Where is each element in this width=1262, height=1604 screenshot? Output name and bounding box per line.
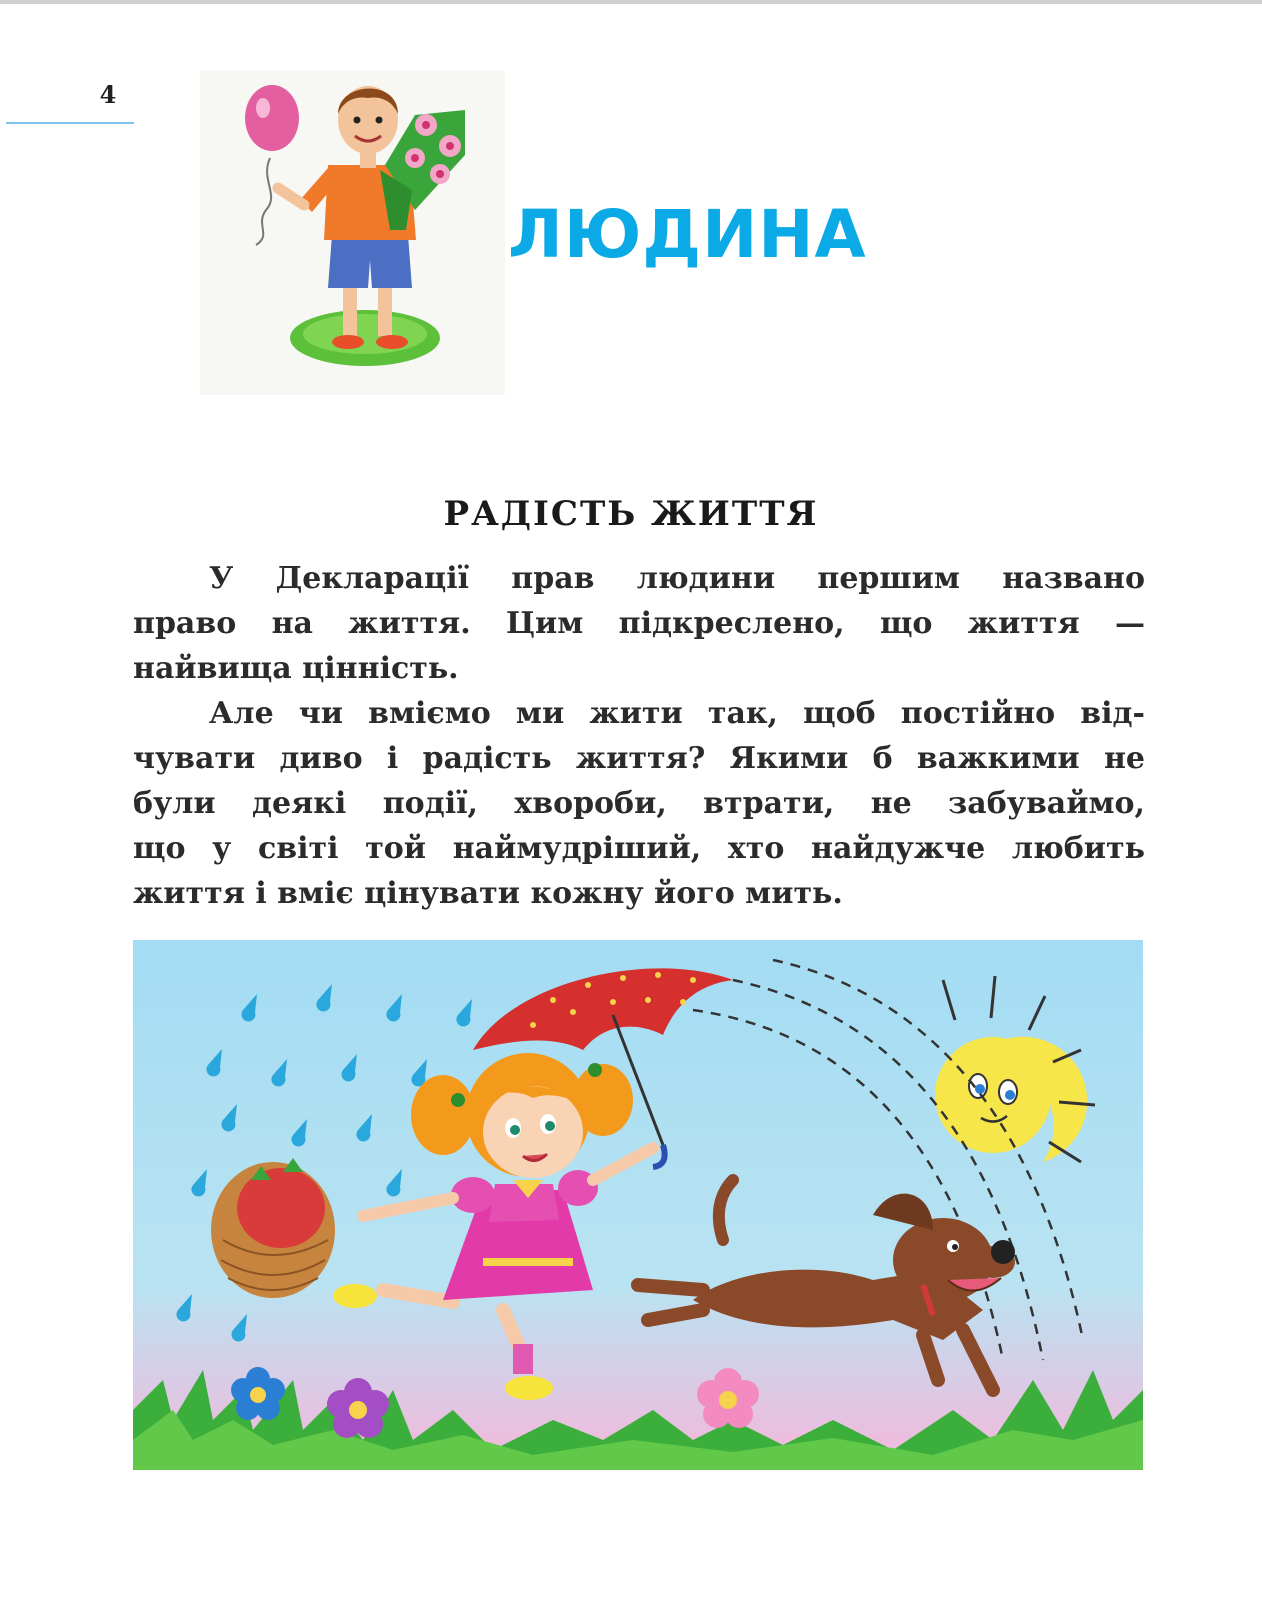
paragraph-1 — [133, 556, 1145, 691]
section-heading: РАДІСТЬ ЖИТТЯ — [443, 494, 819, 534]
page-number: 4 — [99, 80, 117, 109]
paragraph-line: Але чи вміємо ми жити так, щоб постійно від- — [209, 696, 1145, 731]
page-number-underline — [6, 122, 134, 124]
chapter-title: ЛЮДИНА — [508, 196, 867, 273]
scene-illustration — [133, 940, 1143, 1470]
boy-illustration — [200, 70, 505, 395]
paragraph-line: право на життя. Цим підкреслено, що життя — — [133, 606, 1145, 641]
paragraph-line: чувати диво і радість життя? Якими б важкими не — [133, 741, 1145, 776]
paragraph-2 — [133, 691, 1145, 916]
paragraph-line: найвища цінність. — [133, 651, 459, 686]
paragraph-line: що у світі той наймудріший, хто найдужче любить — [133, 831, 1145, 866]
paragraph-line: були деякі події, хвороби, втрати, не забуваймо, — [133, 786, 1145, 821]
top-rule — [0, 0, 1262, 4]
paragraph-line: життя і вміє цінувати кожну його мить. — [133, 876, 843, 911]
paragraph-line: У Декларації прав людини першим названо — [209, 561, 1145, 596]
